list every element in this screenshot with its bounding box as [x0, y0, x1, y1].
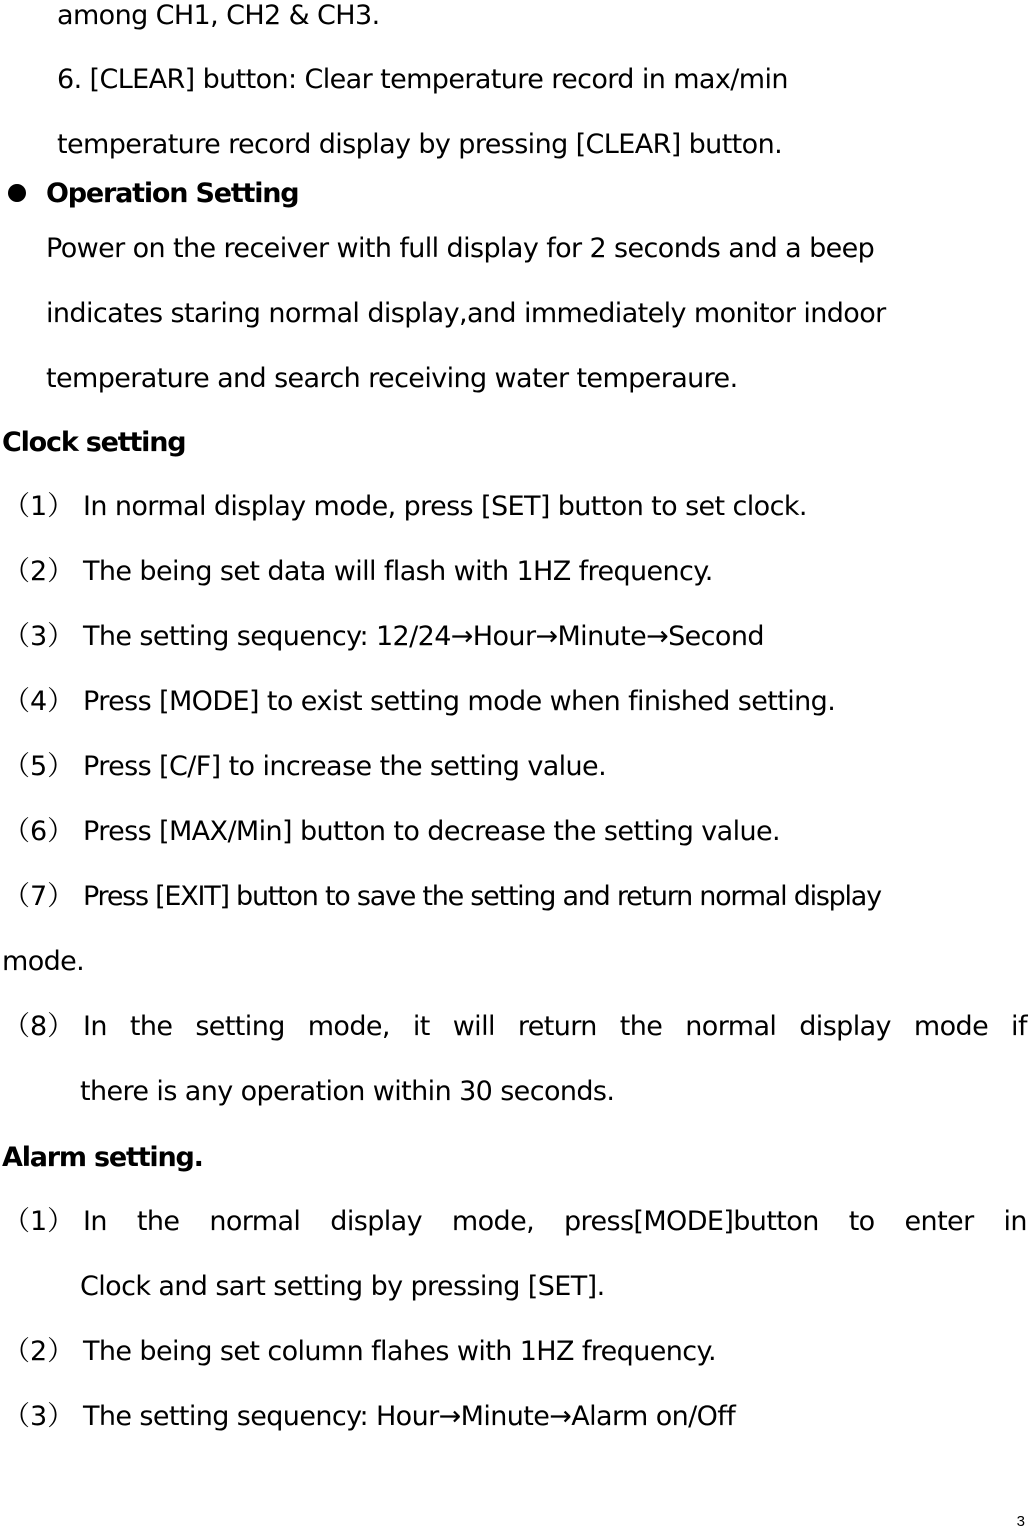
alarm-item-1-cont: Clock and sart setting by pressing [SET]. [80, 1271, 605, 1302]
clock-item-7 [3, 883, 881, 910]
clock-heading: Clock setting [2, 427, 186, 458]
clock-item-5 [3, 753, 606, 780]
bullet-icon [8, 184, 26, 202]
clock-item-1 [3, 493, 807, 520]
item-text: The setting sequency: 12/24→Hour→Minute→Second [83, 621, 764, 652]
item-number: （5） [3, 751, 75, 782]
operation-paragraph-1: Power on the receiver with full display for 2 seconds and a beep [46, 233, 875, 264]
word: if [1011, 1011, 1027, 1042]
word: setting [195, 1011, 285, 1042]
item-text: Press [C/F] to increase the setting value. [83, 751, 607, 782]
channel-text: among CH1, CH2 & CH3. [57, 0, 380, 31]
operation-heading: Operation Setting [46, 178, 299, 209]
item-number: （2） [3, 556, 75, 587]
clock-item-2 [3, 558, 713, 585]
operation-paragraph-3: temperature and search receiving water temperaure. [46, 363, 738, 394]
word: mode [913, 1011, 989, 1042]
clock-item-4 [3, 688, 835, 715]
item-number: （2） [3, 1336, 75, 1367]
clock-item-7-cont: mode. [2, 946, 85, 977]
word: will [452, 1011, 495, 1042]
item-number: （4） [3, 686, 75, 717]
word: in [1003, 1206, 1027, 1237]
clock-item-6 [3, 818, 780, 845]
word: display [330, 1206, 422, 1237]
word: normal [209, 1206, 301, 1237]
item-number: （8） [3, 1011, 75, 1042]
item-number: （3） [3, 1401, 75, 1432]
justified-line [83, 1208, 1027, 1235]
clear-button-text-cont: temperature record display by pressing [CLEAR] button. [57, 129, 783, 160]
item-text: The being set column flahes with 1HZ frequency. [83, 1336, 717, 1367]
item-number: （3） [3, 621, 75, 652]
word: mode, [307, 1011, 390, 1042]
item-number: （1） [3, 1206, 75, 1237]
item-text: In normal display mode, press [SET] button to set clock. [83, 491, 807, 522]
clock-item-3 [3, 623, 764, 650]
alarm-heading: Alarm setting. [2, 1142, 203, 1173]
word: return [517, 1011, 597, 1042]
item-text: The being set data will flash with 1HZ frequency. [83, 556, 713, 587]
word: the [136, 1206, 180, 1237]
alarm-item-3 [3, 1403, 735, 1430]
word: the [619, 1011, 663, 1042]
operation-paragraph-2: indicates staring normal display,and immediately monitor indoor [46, 298, 886, 329]
word: enter [904, 1206, 974, 1237]
word: display [799, 1011, 891, 1042]
item-text: Press [MODE] to exist setting mode when finished setting. [83, 686, 836, 717]
clear-button-text: 6. [CLEAR] button: Clear temperature record in max/min [57, 64, 788, 95]
item-number: （6） [3, 816, 75, 847]
word: press[MODE]button [564, 1206, 819, 1237]
word: In [83, 1206, 107, 1237]
item-text: The setting sequency: Hour→Minute→Alarm on/Off [83, 1401, 736, 1432]
word: normal [685, 1011, 777, 1042]
word: it [412, 1011, 430, 1042]
alarm-item-2 [3, 1338, 716, 1365]
word: mode, [451, 1206, 535, 1237]
item-text: Press [MAX/Min] button to decrease the setting value. [83, 816, 781, 847]
clock-item-8-cont: there is any operation within 30 seconds. [80, 1076, 615, 1107]
page-number: 3 [1016, 1513, 1025, 1530]
item-number: （7） [3, 881, 75, 912]
item-text: Press [EXIT] button to save the setting and return normal display [83, 881, 881, 912]
word: the [129, 1011, 173, 1042]
word: to [848, 1206, 875, 1237]
word: In [83, 1011, 107, 1042]
justified-line [83, 1013, 1027, 1040]
item-number: （1） [3, 491, 75, 522]
